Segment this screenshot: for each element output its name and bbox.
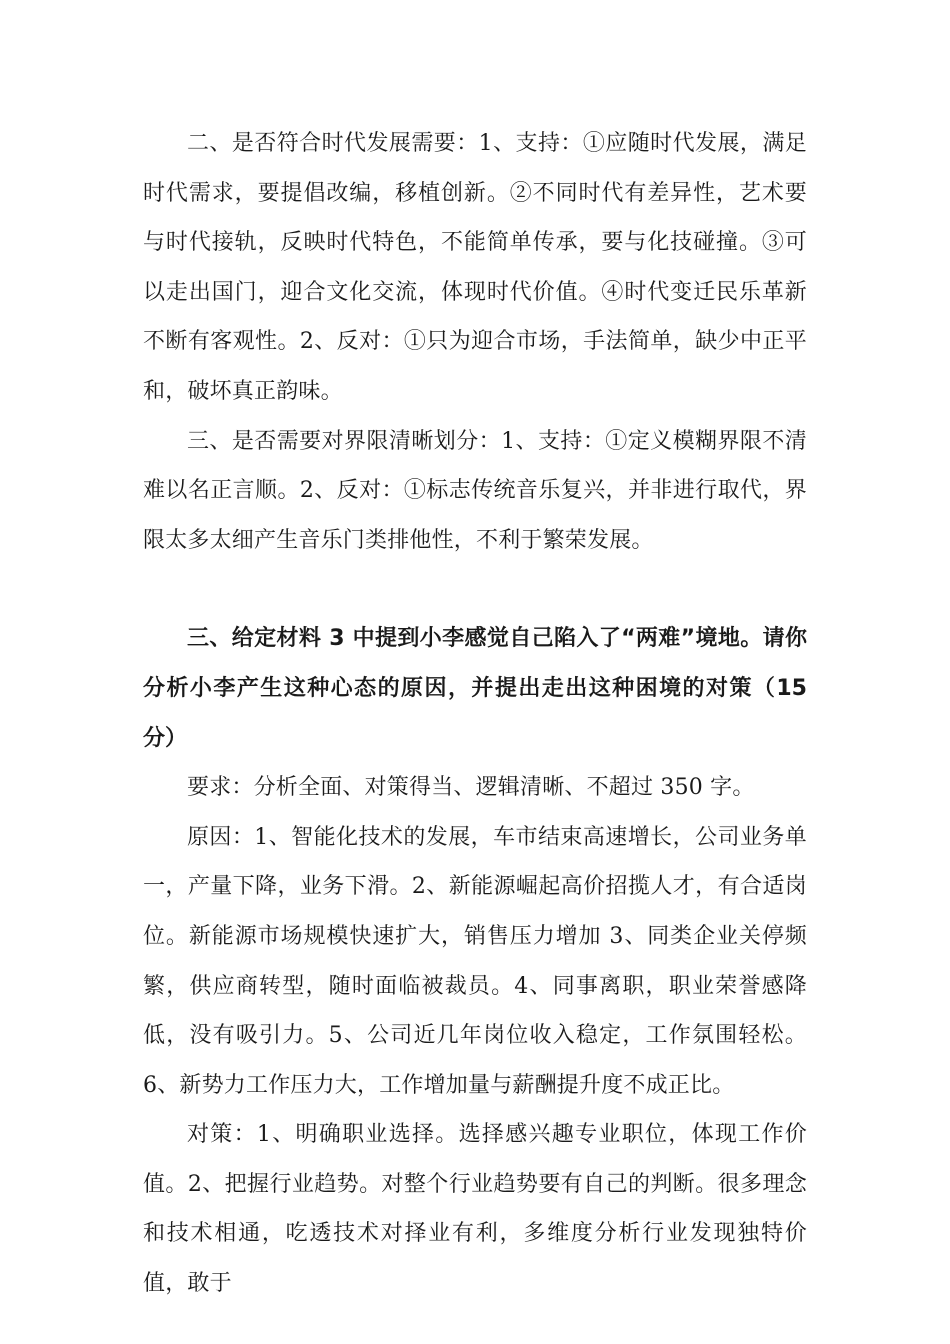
- document-page: [143, 119, 807, 1309]
- paragraph-boundary-division: 三、是否需要对界限清晰划分：1、支持：①定义模糊界限不清难以名正言顺。2、反对：①标志传统音乐复兴，并非进行取代，界限太多太细产生音乐门类排他性，不利于繁荣发展。: [143, 428, 807, 553]
- paragraph-requirements: 要求：分析全面、对策得当、逻辑清晰、不超过 350 字。: [187, 775, 755, 801]
- paragraph-countermeasures: 对策：1、明确职业选择。选择感兴趣专业职位，体现工作价值。2、把握行业趋势。对整个行业趋势要有自己的判断。很多理念和技术相通，吃透技术对择业有利，多维度分析行业发现独特价值，敢于: [143, 1122, 807, 1297]
- question-heading: 三、给定材料 3 中提到小李感觉自己陷入了“两难”境地。请你分析小李产生这种心态的原因，并提出走出这种困境的对策（15 分）: [143, 626, 807, 751]
- paragraph-reasons: 原因：1、智能化技术的发展，车市结束高速增长，公司业务单一，产量下降，业务下滑。2、新能源崛起高价招揽人才，有合适岗位。新能源市场规模快速扩大，销售压力增加 3、同类企业关停频繁，供应商转型，随时面临被裁员。4、同事离职，职业荣誉感降低，没有吸引力。5、公司近几年岗位收入稳定，工作氛围轻松。6、新势力工作压力大，工作增加量与薪酬提升度不成正比。: [143, 824, 807, 1098]
- paragraph-spacer: [143, 565, 807, 614]
- paragraph-era-development: 二、是否符合时代发展需要：1、支持：①应随时代发展，满足时代需求，要提倡改编，移植创新。②不同时代有差异性，艺术要与时代接轨，反映时代特色，不能简单传承，要与化技碰撞。③可以走出国门，迎合文化交流，体现时代价值。④时代变迁民乐革新不断有客观性。2、反对：①只为迎合市场，手法简单，缺少中正平和，破坏真正韵味。: [143, 131, 807, 404]
